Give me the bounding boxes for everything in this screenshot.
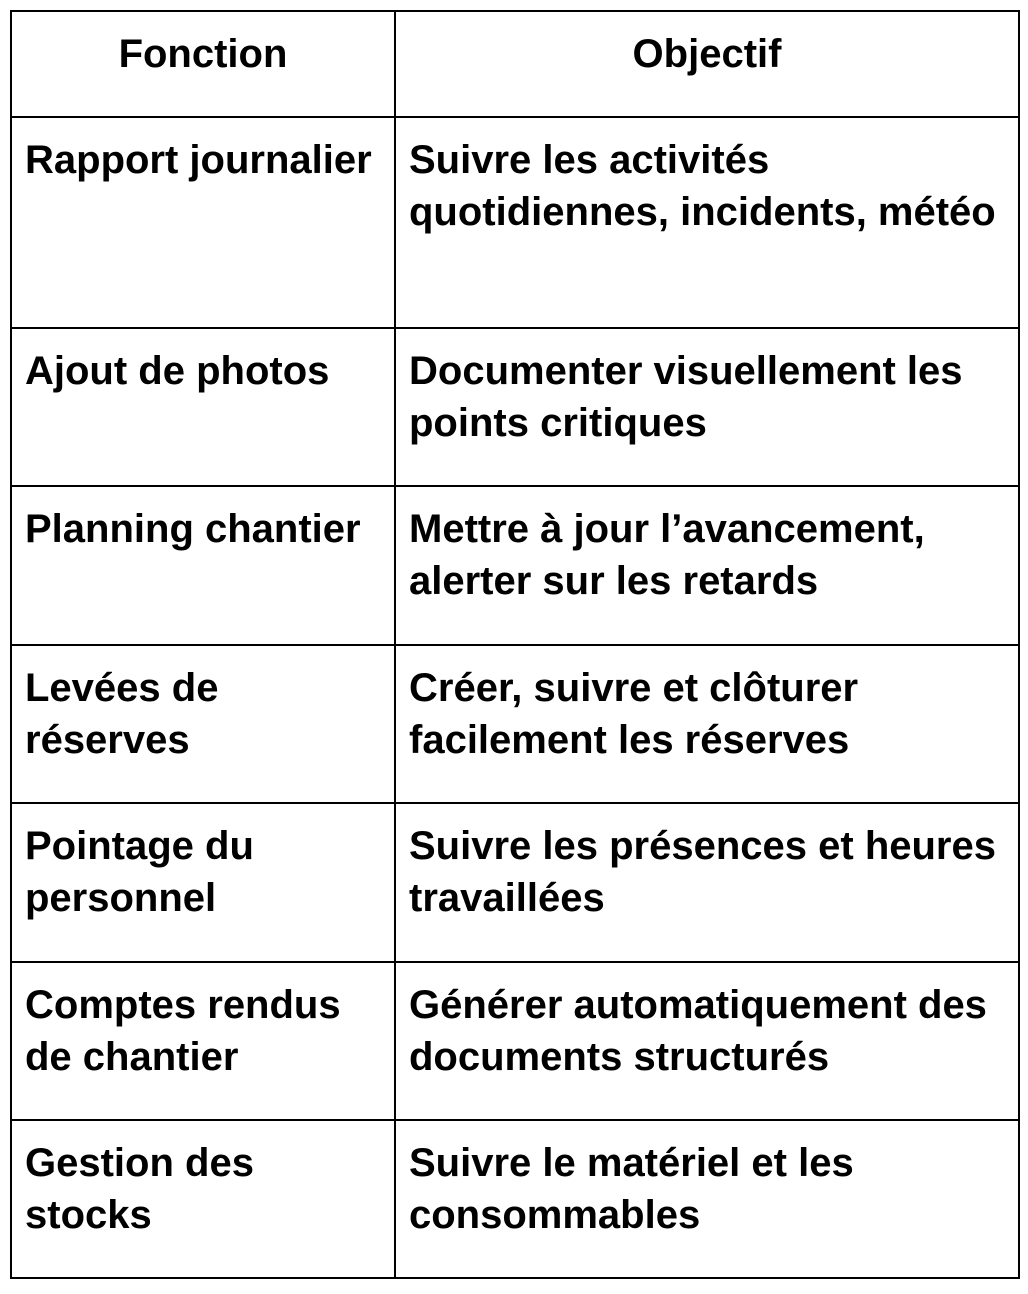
cell-objectif: Documenter visuellement les points critiques xyxy=(395,328,1019,486)
cell-fonction: Comptes rendus de chantier xyxy=(11,962,395,1120)
cell-objectif: Suivre les présences et heures travaillées xyxy=(395,803,1019,962)
table-row xyxy=(11,962,1019,1120)
cell-objectif: Suivre les activités quotidiennes, incidents, météo xyxy=(395,117,1019,328)
features-table xyxy=(10,10,1020,1279)
cell-objectif: Suivre le matériel et les consommables xyxy=(395,1120,1019,1278)
header-objectif: Objectif xyxy=(395,11,1019,117)
table-row xyxy=(11,486,1019,645)
table-row xyxy=(11,803,1019,962)
header-fonction: Fonction xyxy=(11,11,395,117)
cell-fonction: Planning chantier xyxy=(11,486,395,645)
cell-fonction: Levées de réserves xyxy=(11,645,395,803)
cell-objectif: Générer automatiquement des documents structurés xyxy=(395,962,1019,1120)
table-row xyxy=(11,117,1019,328)
table-row xyxy=(11,1120,1019,1278)
cell-fonction: Gestion des stocks xyxy=(11,1120,395,1278)
cell-fonction: Ajout de photos xyxy=(11,328,395,486)
cell-objectif: Mettre à jour l’avancement, alerter sur les retards xyxy=(395,486,1019,645)
table-header-row xyxy=(11,11,1019,117)
table-row xyxy=(11,645,1019,803)
cell-fonction: Pointage du personnel xyxy=(11,803,395,962)
cell-fonction: Rapport journalier xyxy=(11,117,395,328)
cell-objectif: Créer, suivre et clôturer facilement les réserves xyxy=(395,645,1019,803)
table-row xyxy=(11,328,1019,486)
